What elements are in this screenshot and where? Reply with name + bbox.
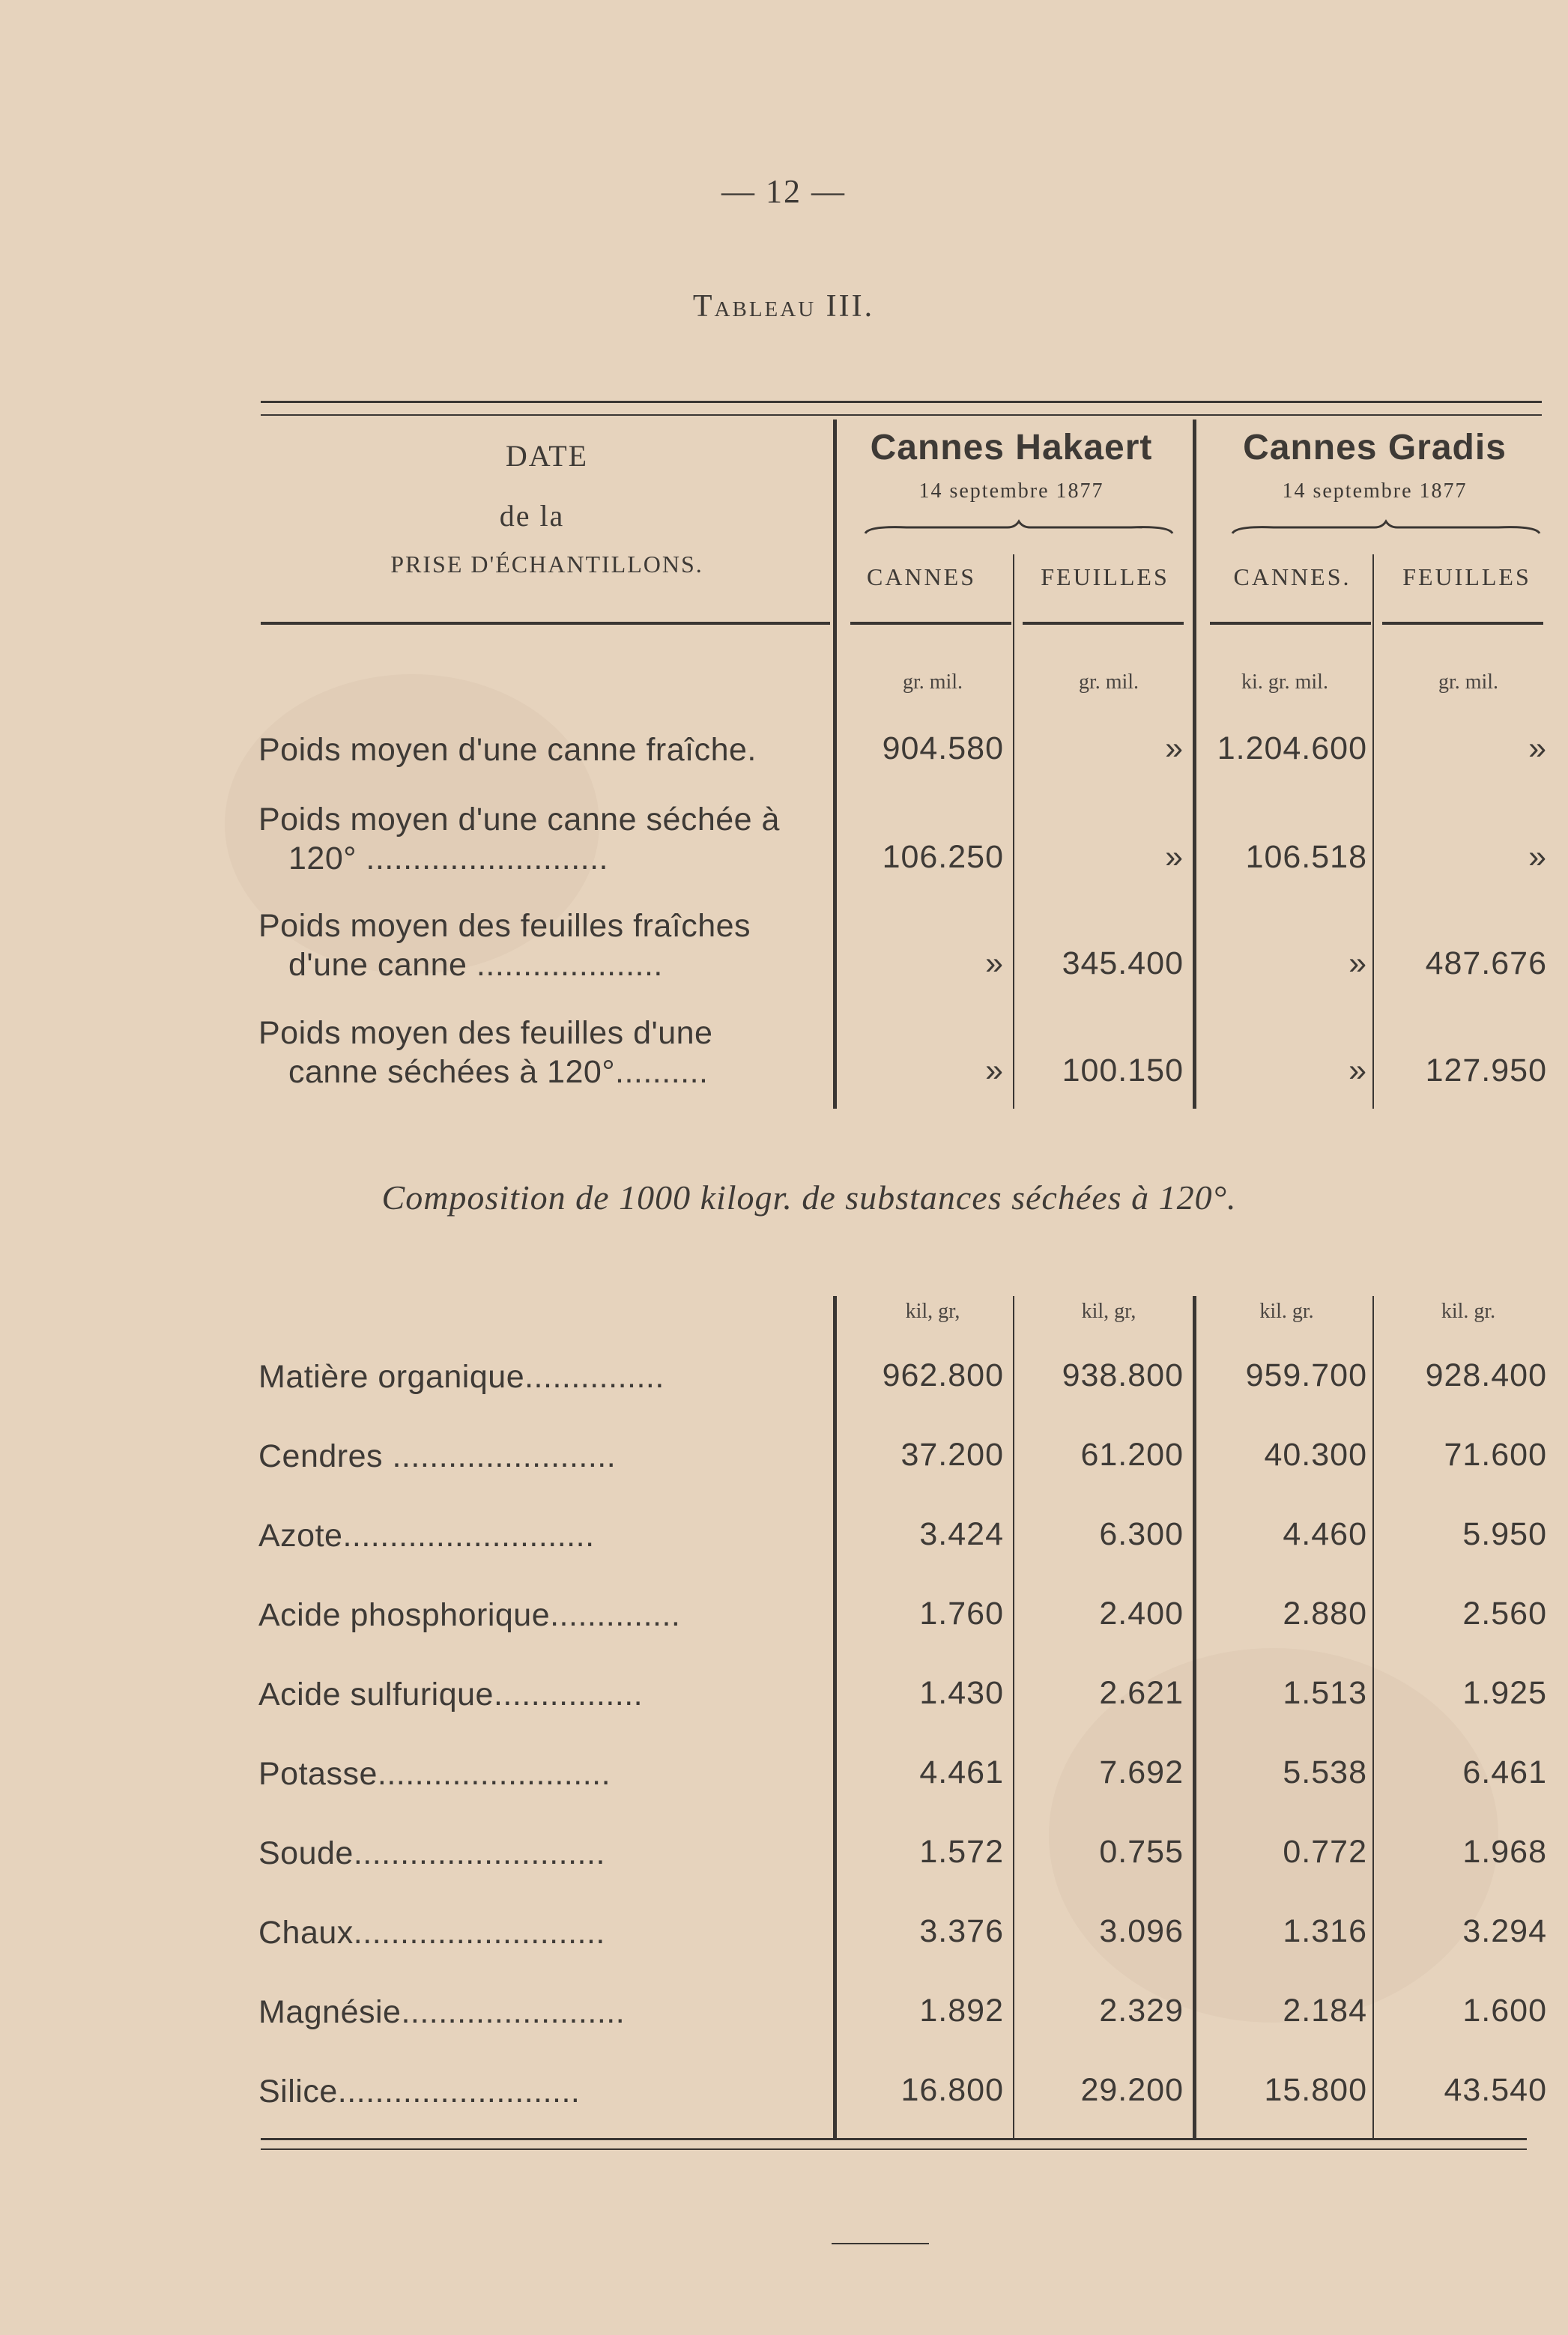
composition-value: 6.461 (1462, 1754, 1547, 1790)
weights-row-label (258, 1014, 712, 1091)
label-line: Poids moyen d'une canne fraîche. (258, 732, 757, 768)
table-bottom-rule (261, 2138, 1527, 2140)
comp-col-divider-3 (1193, 1296, 1196, 2138)
date-header-line2: de la (499, 499, 565, 533)
composition-value: 5.538 (1283, 1754, 1367, 1790)
composition-value: 2.400 (1099, 1596, 1184, 1632)
weights-value: » (1348, 1053, 1367, 1088)
composition-value: 959.700 (1245, 1357, 1367, 1393)
label-line: 120° .......................... (288, 841, 609, 876)
composition-row-label: Acide sulfurique................ (258, 1677, 644, 1712)
composition-title: Composition de 1000 kilogr. de substances séchées à 120°. (381, 1178, 1237, 1217)
composition-value: 1.600 (1462, 1993, 1547, 2029)
date-header-line3: PRISE D'ÉCHANTILLONS. (390, 551, 703, 578)
composition-value: 2.329 (1099, 1993, 1184, 2029)
group-date-gradis: 14 septembre 1877 (1282, 479, 1468, 503)
col-divider-4 (1372, 554, 1374, 1109)
header-top-rule (261, 401, 1542, 403)
header-top-rule-2 (261, 414, 1542, 416)
composition-value: 3.424 (919, 1516, 1004, 1552)
composition-value: 1.316 (1283, 1913, 1367, 1949)
composition-value: 962.800 (882, 1357, 1004, 1393)
weights-value: 127.950 (1425, 1053, 1547, 1088)
weights-value: » (985, 1053, 1004, 1088)
unit-top-1: gr. mil. (902, 670, 963, 694)
composition-row-label: Potasse......................... (258, 1756, 611, 1792)
weights-value: 100.150 (1062, 1053, 1184, 1088)
composition-row-label: Acide phosphorique.............. (258, 1597, 681, 1633)
weights-value: » (1165, 730, 1184, 766)
unit-top-3: ki. gr. mil. (1241, 670, 1328, 694)
composition-value: 1.430 (919, 1675, 1004, 1711)
weights-value: » (1348, 945, 1367, 981)
composition-value: 0.755 (1099, 1834, 1184, 1870)
header-bottom-rule-date (261, 622, 830, 625)
weights-value: » (1165, 839, 1184, 875)
col-divider-1 (833, 420, 837, 1109)
composition-value: 61.200 (1080, 1437, 1184, 1473)
subheader-gradis-feuilles: FEUILLES (1402, 563, 1531, 590)
composition-value: 37.200 (900, 1437, 1004, 1473)
composition-value: 0.772 (1283, 1834, 1367, 1870)
composition-value: 4.461 (919, 1754, 1004, 1790)
page-number: — 12 — (721, 173, 846, 210)
composition-value: 16.800 (900, 2072, 1004, 2108)
comp-col-divider-2 (1013, 1296, 1014, 2138)
weights-value: 106.250 (882, 839, 1004, 875)
header-bottom-rule-c4 (1382, 622, 1543, 625)
composition-row-label: Cendres ........................ (258, 1438, 617, 1474)
subheader-hakaert-cannes: CANNES (866, 563, 976, 590)
col-divider-2 (1013, 554, 1014, 1109)
unit-top-4: gr. mil. (1438, 670, 1499, 694)
weights-row-label (258, 800, 780, 878)
composition-value: 5.950 (1462, 1516, 1547, 1552)
group-name-gradis: Cannes Gradis (1243, 428, 1507, 467)
composition-value: 7.692 (1099, 1754, 1184, 1790)
composition-value: 4.460 (1283, 1516, 1367, 1552)
composition-value: 3.096 (1099, 1913, 1184, 1949)
label-line: d'une canne .................... (288, 947, 663, 983)
composition-row-label: Silice.......................... (258, 2074, 581, 2110)
composition-value: 1.513 (1283, 1675, 1367, 1711)
group-date-hakaert: 14 septembre 1877 (918, 479, 1104, 503)
header-bottom-rule-c3 (1210, 622, 1371, 625)
subheader-hakaert-feuilles: FEUILLES (1041, 563, 1169, 590)
table-title: Tableau III. (692, 289, 875, 324)
comp-col-divider-4 (1372, 1296, 1374, 2138)
composition-value: 928.400 (1425, 1357, 1547, 1393)
composition-value: 29.200 (1080, 2072, 1184, 2108)
composition-value: 1.760 (919, 1596, 1004, 1632)
composition-row-label: Chaux........................... (258, 1915, 605, 1951)
weights-value: 106.518 (1245, 839, 1367, 875)
weights-value: » (985, 945, 1004, 981)
composition-value: 938.800 (1062, 1357, 1184, 1393)
weights-value: 1.204.600 (1217, 730, 1367, 766)
comp-col-divider-1 (833, 1296, 837, 2138)
composition-value: 6.300 (1099, 1516, 1184, 1552)
composition-value: 2.184 (1283, 1993, 1367, 2029)
label-line: canne séchées à 120°.......... (288, 1054, 709, 1090)
end-ornament (832, 2243, 929, 2244)
weights-value: 487.676 (1425, 945, 1547, 981)
group-name-hakaert: Cannes Hakaert (870, 428, 1153, 467)
composition-row-label: Azote........................... (258, 1518, 595, 1554)
composition-value: 2.560 (1462, 1596, 1547, 1632)
composition-value: 1.925 (1462, 1675, 1547, 1711)
weights-row-label (258, 906, 751, 984)
brace-gradis (1229, 517, 1543, 539)
weights-row-label (258, 730, 757, 769)
composition-value: 2.621 (1099, 1675, 1184, 1711)
composition-value: 3.294 (1462, 1913, 1547, 1949)
table-bottom-rule (261, 2148, 1527, 2150)
composition-value: 43.540 (1444, 2072, 1547, 2108)
unit-top-2: gr. mil. (1078, 670, 1139, 694)
brace-hakaert (862, 517, 1176, 539)
composition-row-label: Magnésie........................ (258, 1994, 626, 2030)
weights-value: 345.400 (1062, 945, 1184, 981)
header-bottom-rule-c1 (850, 622, 1011, 625)
composition-value: 3.376 (919, 1913, 1004, 1949)
header-bottom-rule-c2 (1023, 622, 1184, 625)
weights-value: » (1528, 730, 1547, 766)
composition-value: 1.892 (919, 1993, 1004, 2029)
label-line: Poids moyen d'une canne séchée à (258, 802, 780, 838)
unit-bottom-4: kil. gr. (1441, 1300, 1496, 1323)
weights-value: 904.580 (882, 730, 1004, 766)
unit-bottom-1: kil, gr, (905, 1300, 960, 1323)
unit-bottom-2: kil, gr, (1081, 1300, 1136, 1323)
label-line: Poids moyen des feuilles d'une (258, 1015, 713, 1051)
label-line: Poids moyen des feuilles fraîches (258, 908, 751, 944)
composition-value: 40.300 (1264, 1437, 1367, 1473)
composition-value: 71.600 (1444, 1437, 1547, 1473)
composition-row-label: Soude........................... (258, 1835, 605, 1871)
subheader-gradis-cannes: CANNES. (1233, 563, 1351, 590)
composition-row-label: Matière organique............... (258, 1359, 665, 1395)
col-divider-3 (1193, 420, 1196, 1109)
composition-value: 1.572 (919, 1834, 1004, 1870)
composition-value: 1.968 (1462, 1834, 1547, 1870)
composition-value: 2.880 (1283, 1596, 1367, 1632)
weights-value: » (1528, 839, 1547, 875)
unit-bottom-3: kil. gr. (1259, 1300, 1314, 1323)
date-header-line1: DATE (505, 439, 589, 473)
composition-value: 15.800 (1264, 2072, 1367, 2108)
